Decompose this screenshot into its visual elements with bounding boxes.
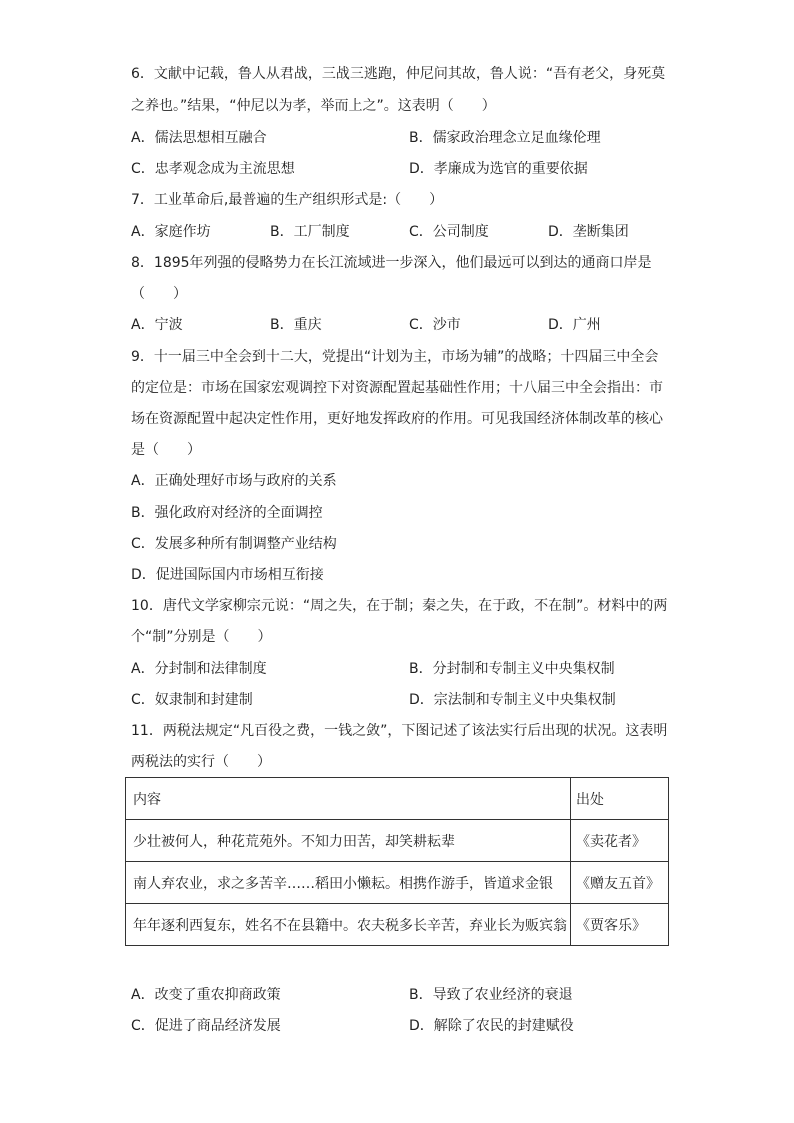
q9-stem-line3: 场在资源配置中起决定性作用，更好地发挥政府的作用。可见我国经济体制改革的核心	[131, 411, 663, 427]
table-cell-source: 《赠友五首》	[571, 862, 669, 904]
q11-source-table	[125, 777, 669, 946]
q9-stem-line1: 9．十一届三中全会到十二大，党提出“计划为主，市场为辅”的战略；十四届三中全会	[131, 349, 659, 365]
q11-option-c[interactable]: C．促进了商品经济发展	[131, 1018, 281, 1034]
q9-option-c[interactable]: C．发展多种所有制调整产业结构	[131, 536, 337, 552]
q6-option-b[interactable]: B．儒家政治理念立足血缘伦理	[409, 130, 601, 146]
q10-option-d[interactable]: D．宗法制和专制主义中央集权制	[409, 692, 616, 708]
table-header-source: 出处	[571, 778, 669, 820]
table-cell-source: 《卖花者》	[571, 820, 669, 862]
q9-option-d[interactable]: D．促进国际国内市场相互衔接	[131, 567, 324, 583]
q10-option-b[interactable]: B．分封制和专制主义中央集权制	[409, 661, 615, 677]
q7-stem-line1: 7．工业革命后,最普遍的生产组织形式是:（ ）	[131, 192, 444, 208]
q9-stem-line4: 是（ ）	[131, 442, 201, 458]
table-cell-source: 《贾客乐》	[571, 904, 669, 946]
q11-stem-line2: 两税法的实行（ ）	[131, 754, 271, 770]
q7-option-c[interactable]: C．公司制度	[409, 224, 489, 240]
q6-option-c[interactable]: C．忠孝观念成为主流思想	[131, 161, 295, 177]
table-cell-content: 年年逐利西复东，姓名不在县籍中。农夫税多长辛苦，弃业长为贩宾翁	[126, 904, 571, 946]
q8-option-c[interactable]: C．沙市	[409, 317, 461, 333]
q7-option-b[interactable]: B．工厂制度	[270, 224, 350, 240]
q6-stem-line2: 之养也。”结果，“仲尼以为孝，举而上之”。这表明（ ）	[131, 98, 496, 114]
q6-option-a[interactable]: A．儒法思想相互融合	[131, 130, 267, 146]
q10-option-c[interactable]: C．奴隶制和封建制	[131, 692, 253, 708]
q11-stem-line1: 11．两税法规定“凡百役之费，一钱之敛”，下图记述了该法实行后出现的状况。这表明	[131, 723, 668, 739]
q9-stem-line2: 的定位是：市场在国家宏观调控下对资源配置起基础性作用；十八届三中全会指出：市	[131, 380, 663, 396]
q11-option-b[interactable]: B．导致了农业经济的衰退	[409, 987, 573, 1003]
q7-option-d[interactable]: D．垄断集团	[548, 224, 629, 240]
q10-stem-line1: 10．唐代文学家柳宗元说：“周之失，在于制；秦之失，在于政，不在制”。材料中的两	[131, 598, 668, 614]
q6-option-d[interactable]: D．孝廉成为选官的重要依据	[409, 161, 588, 177]
q10-option-a[interactable]: A．分封制和法律制度	[131, 661, 267, 677]
q7-option-a[interactable]: A．家庭作坊	[131, 224, 211, 240]
table-row	[126, 820, 669, 862]
table-header-row	[126, 778, 669, 820]
q8-option-b[interactable]: B．重庆	[270, 317, 322, 333]
q9-option-a[interactable]: A．正确处理好市场与政府的关系	[131, 473, 337, 489]
q11-option-d[interactable]: D．解除了农民的封建赋役	[409, 1018, 574, 1034]
table-header-content: 内容	[126, 778, 571, 820]
q8-option-a[interactable]: A．宁波	[131, 317, 183, 333]
q8-stem-line1: 8．1895年列强的侵略势力在长江流域进一步深入，他们最远可以到达的通商口岸是	[131, 255, 652, 271]
q8-stem-line2: （ ）	[131, 286, 187, 302]
table-cell-content: 少壮被何人，种花荒苑外。不知力田苦，却笑耕耘辈	[126, 820, 571, 862]
q9-option-b[interactable]: B．强化政府对经济的全面调控	[131, 505, 323, 521]
table-row	[126, 862, 669, 904]
q6-stem-line1: 6．文献中记载，鲁人从君战，三战三逃跑，仲尼问其故，鲁人说：“吾有老父，身死莫	[131, 66, 666, 82]
q11-option-a[interactable]: A．改变了重农抑商政策	[131, 987, 281, 1003]
q8-option-d[interactable]: D．广州	[548, 317, 601, 333]
table-row	[126, 904, 669, 946]
table-cell-content: 南人弃农业，求之多苦辛……稻田小懒耘。相携作游手，皆道求金银	[126, 862, 571, 904]
q10-stem-line2: 个“制”分别是（ ）	[131, 629, 272, 645]
